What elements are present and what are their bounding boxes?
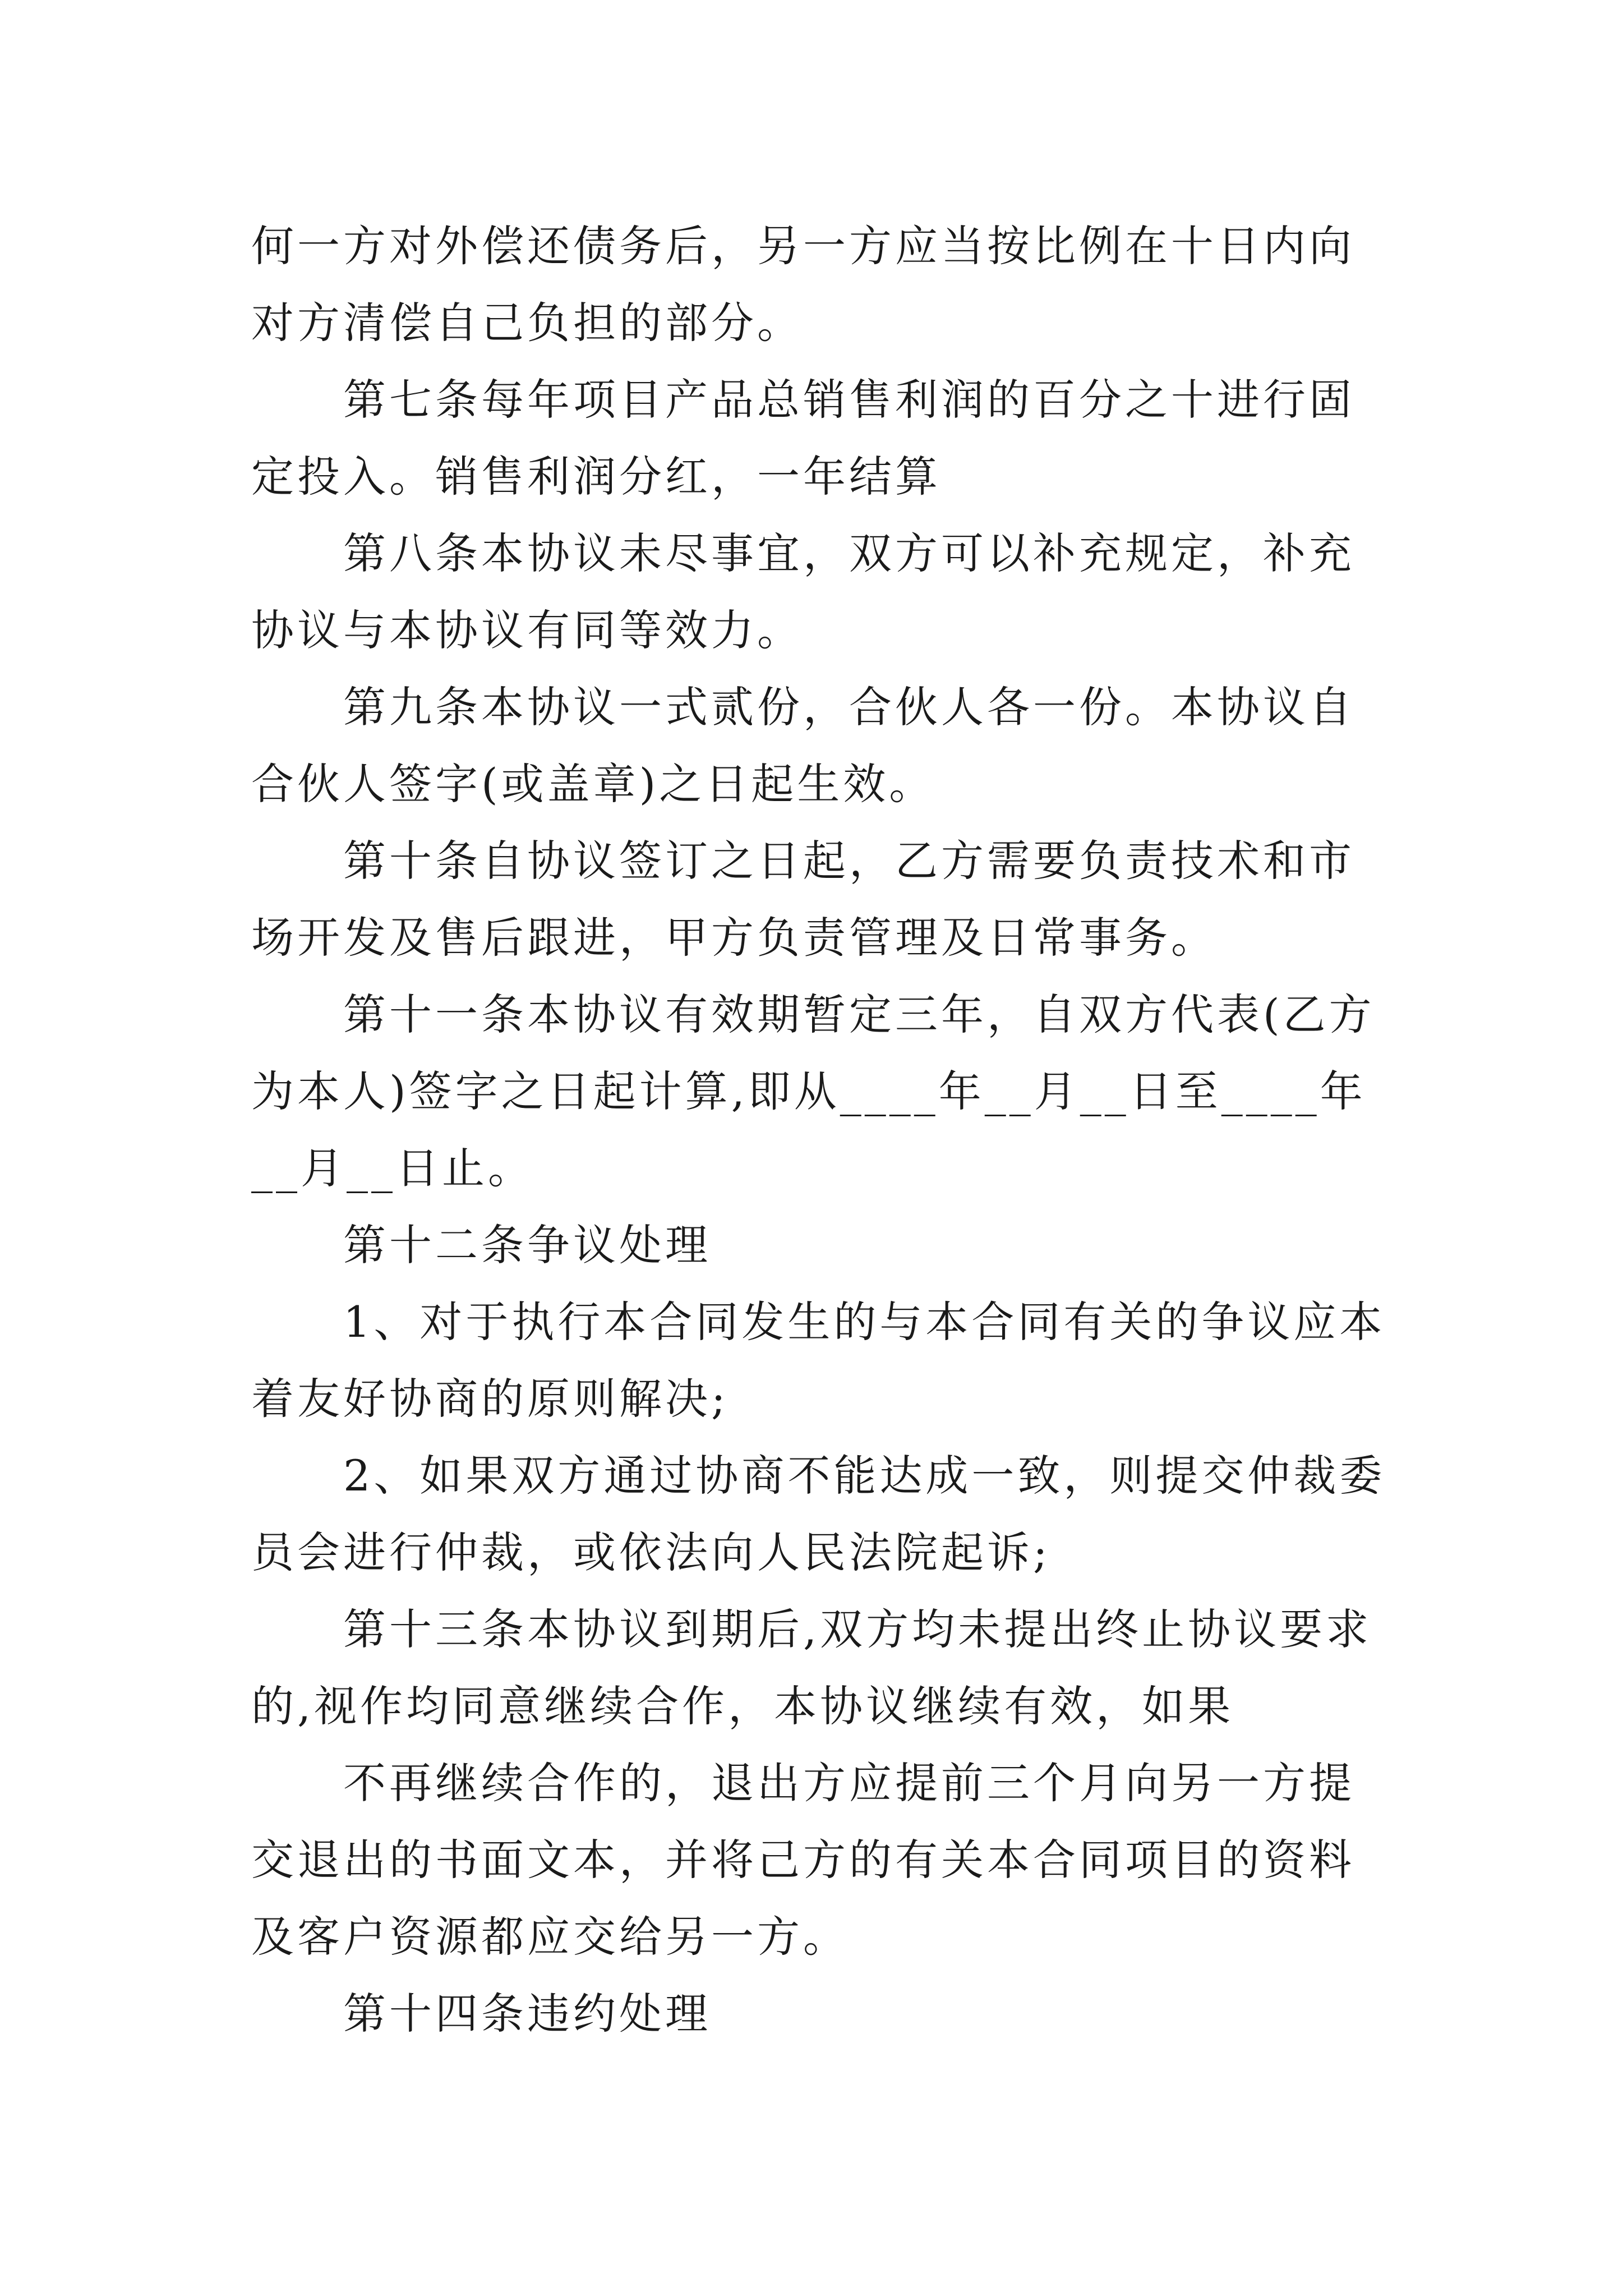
paragraph-article-7: 第七条每年项目产品总销售利润的百分之十进行固定投入。销售利润分红，一年结算 bbox=[251, 375, 1355, 501]
paragraph-article-12-heading: 第十二条争议处理 bbox=[343, 1220, 711, 1270]
document-body bbox=[251, 208, 1390, 2052]
paragraph-article-9: 第九条本协议一式贰份，合伙人各一份。本协议自合伙人签字(或盖章)之日起生效。 bbox=[251, 682, 1355, 809]
paragraph-article-8: 第八条本协议未尽事宜，双方可以补充规定，补充协议与本协议有同等效力。 bbox=[251, 528, 1355, 655]
paragraph-continuation: 何一方对外偿还债务后，另一方应当按比例在十日内向对方清偿自己负担的部分。 bbox=[251, 221, 1355, 348]
paragraph-article-12-item-2: 2、如果双方通过协商不能达成一致，则提交仲裁委员会进行仲裁，或依法向人民法院起诉; bbox=[251, 1451, 1386, 1577]
paragraph-article-14-heading: 第十四条违约处理 bbox=[343, 1989, 711, 2039]
paragraph-article-11: 第十一条本协议有效期暂定三年，自双方代表(乙方为本人)签字之日起计算,即从____年__月__日至____年__月__日止。 bbox=[251, 990, 1375, 1193]
paragraph-article-10: 第十条自协议签订之日起，乙方需要负责技术和市场开发及售后跟进，甲方负责管理及日常事务。 bbox=[251, 836, 1355, 963]
paragraph-article-12-item-1: 1、对于执行本合同发生的与本合同有关的争议应本着友好协商的原则解决; bbox=[251, 1297, 1386, 1424]
paragraph-article-13: 第十三条本协议到期后,双方均未提出终止协议要求的,视作均同意继续合作，本协议继续有效，如果 bbox=[251, 1604, 1372, 1731]
paragraph-article-13-continued: 不再继续合作的，退出方应提前三个月向另一方提交退出的书面文本，并将己方的有关本合同项目的资料及客户资源都应交给另一方。 bbox=[251, 1758, 1355, 1962]
